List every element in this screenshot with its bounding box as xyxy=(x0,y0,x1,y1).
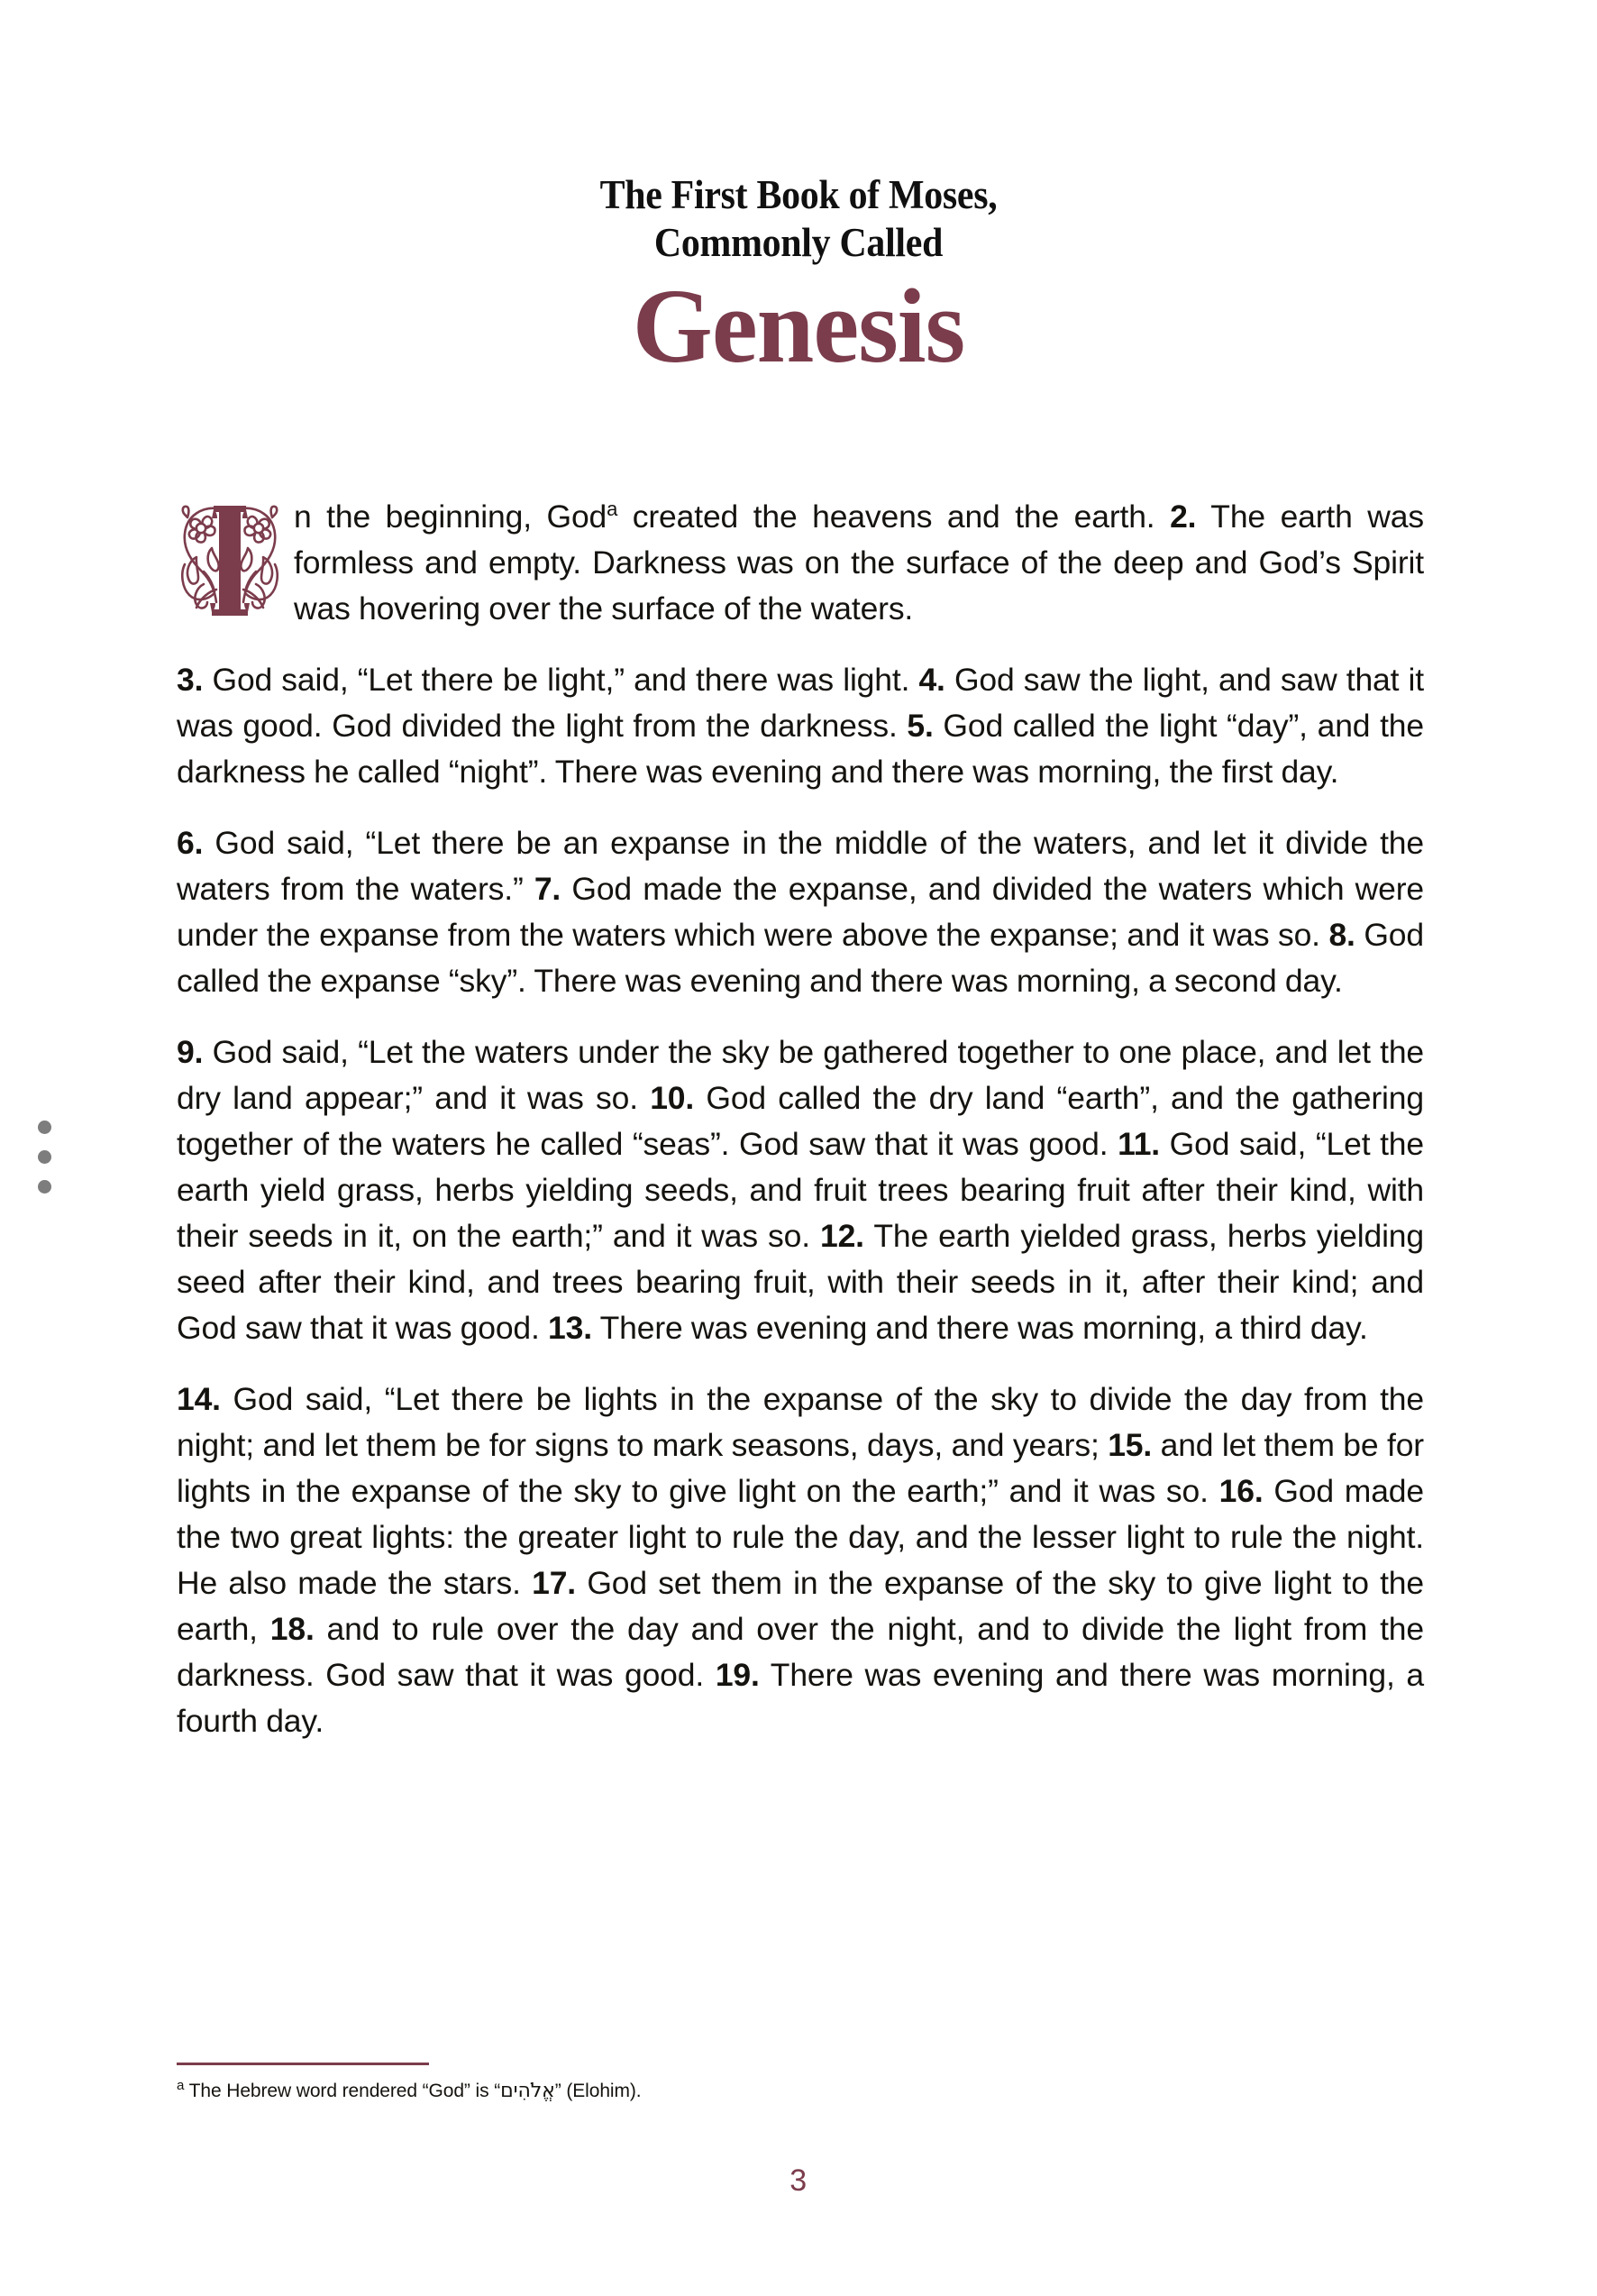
verse-text: God said, “Let the earth yield grass, herbs yielding seeds, and fruit trees bearing fruit after their kind, with their seeds in it, on the earth;” and it was so. xyxy=(177,1126,1424,1254)
footnote-reference: a xyxy=(607,498,618,521)
verse-text: God set them in the expanse of the sky to give light to the earth, xyxy=(177,1565,1424,1647)
verse-text: God made the two great lights: the greater light to rule the day, and the lesser light to rule the night. He also made the stars. xyxy=(177,1473,1424,1601)
verse-paragraph xyxy=(177,1377,1424,1744)
verse-text: God called the light “day”, and the darkness he called “night”. There was evening and there was morning, the first day. xyxy=(177,708,1424,790)
verse-text: God called the dry land “earth”, and the gathering together of the waters he called “seas”. God saw that it was good. xyxy=(177,1080,1424,1162)
verse-text: The earth yielded grass, herbs yielding seed after their kind, and trees bearing fruit, with their seeds in it, after their kind; and God saw that it was good. xyxy=(177,1218,1424,1346)
dot-icon xyxy=(38,1121,51,1134)
verse-number: 18. xyxy=(269,1611,315,1647)
verse-number: 2. xyxy=(1170,499,1197,535)
verse-number: 9. xyxy=(177,1034,204,1070)
verse-number: 16. xyxy=(1218,1473,1264,1509)
dot-icon xyxy=(38,1150,51,1164)
verse-paragraph xyxy=(177,1029,1424,1351)
footnote-text-before: The Hebrew word rendered “God” is “ xyxy=(184,2081,501,2101)
verse-number: 5. xyxy=(907,708,934,744)
book-title-block xyxy=(0,171,1597,386)
verse-text: and to rule over the day and over the night, and to divide the light from the darkness. God saw that it was good. xyxy=(177,1611,1424,1693)
verse-number: 12. xyxy=(819,1218,864,1254)
footnote-text-after: ” (Elohim). xyxy=(554,2081,642,2101)
footnote-hebrew-word: אֱלֹהִים xyxy=(500,2080,555,2102)
verse-text: God said, “Let there be lights in the expanse of the sky to divide the day from the night; and let them be for signs to mark seasons, days, and years; xyxy=(177,1381,1424,1463)
verse-text: and let them be for lights in the expanse of the sky to give light on the earth;” and it was so. xyxy=(177,1427,1424,1509)
verse-paragraph xyxy=(177,494,1424,632)
footnote-text xyxy=(177,2078,1424,2105)
verse-text: God said, “Let there be light,” and there was light. xyxy=(203,662,919,698)
verse-text: God said, “Let the waters under the sky be gathered together to one place, and let the dry land appear;” and it was so. xyxy=(177,1034,1424,1116)
verse-number: 10. xyxy=(650,1080,695,1116)
verse-number: 17. xyxy=(532,1565,577,1601)
verse-text: created the heavens and the earth. xyxy=(617,499,1171,535)
page-number: 3 xyxy=(789,2163,808,2198)
verse-paragraph xyxy=(177,820,1424,1004)
verse-text: God said, “Let there be an expanse in the middle of the waters, and let it divide the waters from the waters.” xyxy=(177,825,1424,907)
verse-text: The earth was formless and empty. Darkness was on the surface of the deep and God’s Spirit was hovering over the surface of the waters. xyxy=(294,499,1424,627)
verse-number: 4. xyxy=(918,662,945,698)
verse-number: 19. xyxy=(715,1657,760,1693)
verse-number: 15. xyxy=(1108,1427,1153,1463)
verse-text: God called the expanse “sky”. There was evening and there was morning, a second day. xyxy=(177,917,1424,999)
footnote-block xyxy=(177,2063,1424,2105)
scripture-body xyxy=(177,494,1424,1744)
book-subtitle-line-1: The First Book of Moses, xyxy=(599,172,998,217)
dot-icon xyxy=(38,1180,51,1194)
verse-number: 11. xyxy=(1118,1126,1161,1162)
verse-number: 13. xyxy=(548,1310,592,1346)
verse-text: There was evening and there was morning, a third day. xyxy=(591,1310,1368,1346)
verse-number: 6. xyxy=(177,825,204,861)
illuminated-dropcap-icon xyxy=(177,501,283,620)
verse-text: There was evening and there was morning, a fourth day. xyxy=(177,1657,1424,1739)
page-title: Genesis xyxy=(632,267,965,386)
footnote-marker: a xyxy=(177,2078,185,2093)
footnote-divider xyxy=(177,2063,429,2065)
verse-number: 14. xyxy=(177,1381,221,1417)
margin-options-dots[interactable] xyxy=(36,1121,52,1194)
verse-number: 8. xyxy=(1328,917,1355,953)
verse-text: God saw the light, and saw that it was good. God divided the light from the darkness. xyxy=(177,662,1424,744)
book-subtitle-line-2: Commonly Called xyxy=(653,220,944,266)
verse-number: 7. xyxy=(534,871,561,907)
verse-text: n the beginning, God xyxy=(294,499,607,535)
illuminated-dropcap xyxy=(177,501,283,620)
verse-text: God made the expanse, and divided the waters which were under the expanse from the waters which were above the expanse; and it was so. xyxy=(177,871,1425,953)
verse-number: 3. xyxy=(177,662,204,698)
verse-paragraph xyxy=(177,657,1424,795)
